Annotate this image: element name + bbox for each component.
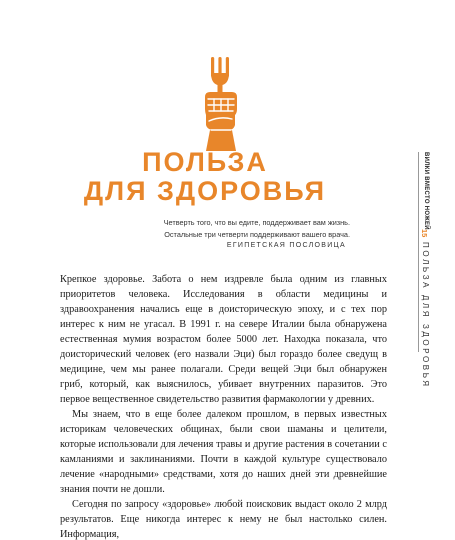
epigraph-line1: Четверть того, что вы едите, поддерживает вам жизнь.	[163, 218, 350, 227]
paragraph: Сегодня по запросу «здоровье» любой поисковик выдаст около 2 млрд результатов. Еще никогда интерес к нему не был настолько силен. Информация,	[60, 499, 387, 540]
paragraph: Крепкое здоровье. Забота о нем издревле была одним из главных приоритетов человека. Исследования в области медицины и здравоохранения начались еще в доисторическую эпоху, и с тех пор интерес к ним не угасал. В 1991 г. на севере Италии была обнаружена естественная мумия возрастом более 5000 лет. Находка показала, что доисторический человек (его назвали Эци) был гораздо более сведущ в медицине, чем мы ранее полагали. Среди вещей Эци был обнаружен гриб, который, как выяснилось, убивает внутренних паразитов. Это первое вещественное свидетельство развития фармакологии у древних.	[60, 274, 387, 405]
page-number: 15	[420, 229, 429, 238]
book-title: ВИЛКИ ВМЕСТО НОЖЕЙ	[423, 152, 429, 230]
epigraph-source: ЕГИПЕТСКАЯ ПОСЛОВИЦА	[226, 242, 346, 249]
chapter-title-line1: ПОЛЬЗА	[142, 147, 268, 177]
running-chapter-title: ПОЛЬЗА ДЛЯ ЗДОРОВЬЯ	[421, 242, 430, 389]
chapter-title-line2: ДЛЯ ЗДОРОВЬЯ	[83, 176, 327, 206]
fist-holding-fork-icon	[190, 55, 250, 151]
paragraph: Мы знаем, что в еще более далеком прошлом, в первых известных историкам человеческих общинах, были свои шаманы и целители, которые использовали для лечения травы и другие растения в сочетании с камланиями и заклинаниями. Почти в каждой культуре существовало лечение «народными» средствами, хотя до наших дней эти древнейшие знания почти не дошли.	[60, 409, 387, 495]
epigraph-line2: Остальные три четверти поддерживают вашего врача.	[164, 230, 350, 239]
body-text	[60, 272, 387, 540]
header-divider	[418, 152, 419, 352]
